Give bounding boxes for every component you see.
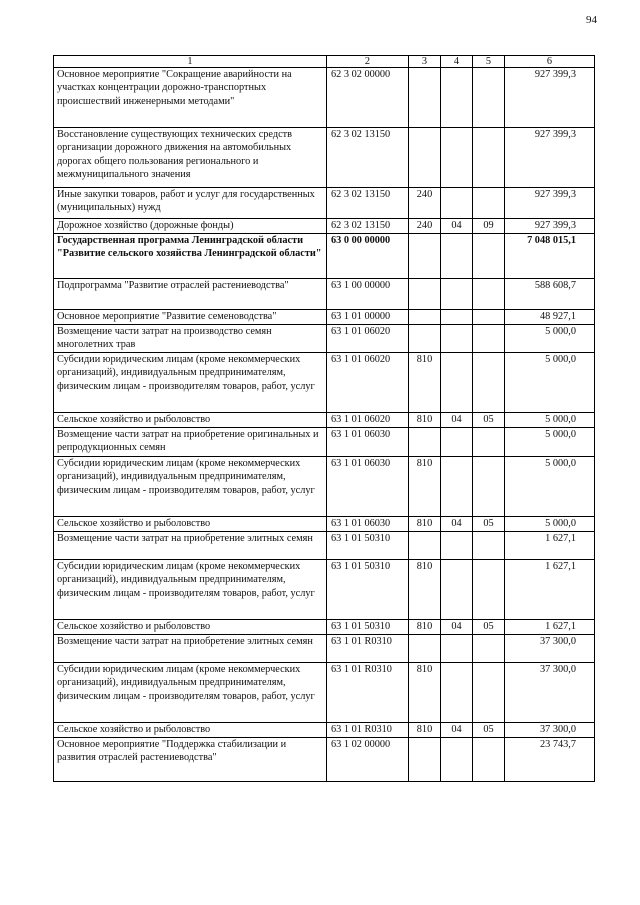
row-amount: 5 000,0: [505, 413, 595, 428]
row-expense-type: 810: [409, 413, 441, 428]
row-subsection: 05: [473, 413, 505, 428]
row-section: [441, 234, 473, 279]
row-section: [441, 738, 473, 782]
row-name: Сельское хозяйство и рыболовство: [54, 517, 327, 532]
row-name: Восстановление существующих технических средств организации дорожного движения на автомобильных дорогах общего пользования регионального и межмуниципального значения: [54, 128, 327, 188]
row-amount: 37 300,0: [505, 663, 595, 723]
row-expense-type: [409, 635, 441, 663]
row-section: [441, 128, 473, 188]
row-section: [441, 635, 473, 663]
table-row: [54, 219, 595, 234]
row-expense-type: 810: [409, 560, 441, 620]
header-col-6: 6: [505, 56, 595, 68]
row-expense-type: 810: [409, 457, 441, 517]
row-expense-type: [409, 279, 441, 310]
table-row: [54, 310, 595, 325]
row-expense-type: [409, 234, 441, 279]
row-subsection: [473, 457, 505, 517]
row-section: [441, 68, 473, 128]
row-name: Основное мероприятие "Поддержка стабилизации и развития отраслей растениеводства": [54, 738, 327, 782]
row-amount: 5 000,0: [505, 428, 595, 457]
row-amount: 927 399,3: [505, 219, 595, 234]
row-section: [441, 188, 473, 219]
row-amount: 37 300,0: [505, 723, 595, 738]
row-code: 63 1 01 06030: [327, 517, 409, 532]
row-section: [441, 560, 473, 620]
row-expense-type: [409, 310, 441, 325]
row-name: Возмещение части затрат на производство семян многолетних трав: [54, 325, 327, 353]
table-row: [54, 128, 595, 188]
row-amount: 5 000,0: [505, 517, 595, 532]
row-subsection: 09: [473, 219, 505, 234]
row-code: 62 3 02 00000: [327, 68, 409, 128]
table-row: [54, 620, 595, 635]
row-name: Иные закупки товаров, работ и услуг для государственных (муниципальных) нужд: [54, 188, 327, 219]
row-name: Возмещение части затрат на приобретение элитных семян: [54, 532, 327, 560]
row-section: [441, 457, 473, 517]
row-name: Сельское хозяйство и рыболовство: [54, 413, 327, 428]
row-section: 04: [441, 219, 473, 234]
row-expense-type: 810: [409, 620, 441, 635]
row-section: 04: [441, 620, 473, 635]
row-subsection: [473, 738, 505, 782]
row-name: Субсидии юридическим лицам (кроме некоммерческих организаций), индивидуальным предпринимателям, физическим лицам - производителям товаров, работ, услуг: [54, 560, 327, 620]
row-subsection: 05: [473, 517, 505, 532]
page-number: 94: [586, 14, 597, 26]
row-name: Дорожное хозяйство (дорожные фонды): [54, 219, 327, 234]
table-row: [54, 738, 595, 782]
row-subsection: [473, 560, 505, 620]
row-subsection: [473, 310, 505, 325]
row-amount: 927 399,3: [505, 188, 595, 219]
row-section: 04: [441, 413, 473, 428]
row-expense-type: [409, 428, 441, 457]
header-col-5: 5: [473, 56, 505, 68]
row-name: Сельское хозяйство и рыболовство: [54, 620, 327, 635]
row-section: [441, 310, 473, 325]
row-code: 63 1 01 06020: [327, 413, 409, 428]
row-section: 04: [441, 517, 473, 532]
row-subsection: [473, 635, 505, 663]
row-name: Субсидии юридическим лицам (кроме некоммерческих организаций), индивидуальным предпринимателям, физическим лицам - производителям товаров, работ, услуг: [54, 457, 327, 517]
row-subsection: [473, 532, 505, 560]
row-amount: 23 743,7: [505, 738, 595, 782]
header-row: [54, 56, 595, 68]
row-amount: 7 048 015,1: [505, 234, 595, 279]
row-expense-type: [409, 738, 441, 782]
row-expense-type: 240: [409, 188, 441, 219]
row-code: 63 1 01 R0310: [327, 663, 409, 723]
row-name: Возмещение части затрат на приобретение элитных семян: [54, 635, 327, 663]
row-subsection: [473, 188, 505, 219]
row-amount: 588 608,7: [505, 279, 595, 310]
row-expense-type: [409, 128, 441, 188]
row-code: 63 1 01 50310: [327, 532, 409, 560]
row-expense-type: 810: [409, 663, 441, 723]
row-code: 63 1 02 00000: [327, 738, 409, 782]
row-name: Возмещение части затрат на приобретение оригинальных и репродукционных семян: [54, 428, 327, 457]
row-amount: 1 627,1: [505, 560, 595, 620]
row-subsection: [473, 68, 505, 128]
row-name: Субсидии юридическим лицам (кроме некоммерческих организаций), индивидуальным предпринимателям, физическим лицам - производителям товаров, работ, услуг: [54, 663, 327, 723]
row-section: [441, 353, 473, 413]
row-code: 63 1 01 06030: [327, 457, 409, 517]
table-row: [54, 188, 595, 219]
row-amount: 1 627,1: [505, 620, 595, 635]
row-expense-type: 810: [409, 723, 441, 738]
table-row: [54, 663, 595, 723]
table-row: [54, 635, 595, 663]
row-name: Подпрограмма "Развитие отраслей растениеводства": [54, 279, 327, 310]
table-row: [54, 68, 595, 128]
table-body: [54, 68, 595, 782]
row-amount: 927 399,3: [505, 128, 595, 188]
row-subsection: [473, 234, 505, 279]
row-amount: 5 000,0: [505, 353, 595, 413]
row-expense-type: 810: [409, 517, 441, 532]
row-subsection: [473, 353, 505, 413]
row-code: 62 3 02 13150: [327, 188, 409, 219]
row-section: [441, 532, 473, 560]
table-row: [54, 413, 595, 428]
table-row: [54, 457, 595, 517]
row-code: 63 1 00 00000: [327, 279, 409, 310]
table-row: [54, 517, 595, 532]
row-subsection: [473, 428, 505, 457]
row-subsection: [473, 325, 505, 353]
row-expense-type: [409, 532, 441, 560]
row-code: 63 1 01 06020: [327, 325, 409, 353]
row-name: Субсидии юридическим лицам (кроме некоммерческих организаций), индивидуальным предпринимателям, физическим лицам - производителям товаров, работ, услуг: [54, 353, 327, 413]
row-section: [441, 325, 473, 353]
row-expense-type: [409, 68, 441, 128]
row-expense-type: [409, 325, 441, 353]
row-code: 63 1 01 06030: [327, 428, 409, 457]
table-row: [54, 723, 595, 738]
row-code: 63 1 01 R0310: [327, 635, 409, 663]
row-section: 04: [441, 723, 473, 738]
row-code: 63 0 00 00000: [327, 234, 409, 279]
row-name: Сельское хозяйство и рыболовство: [54, 723, 327, 738]
row-expense-type: 810: [409, 353, 441, 413]
row-subsection: [473, 663, 505, 723]
row-amount: 5 000,0: [505, 325, 595, 353]
row-code: 62 3 02 13150: [327, 219, 409, 234]
header-col-2: 2: [327, 56, 409, 68]
header-col-4: 4: [441, 56, 473, 68]
row-subsection: [473, 279, 505, 310]
row-name: Государственная программа Ленинградской области "Развитие сельского хозяйства Ленинградской области": [54, 234, 327, 279]
row-amount: 927 399,3: [505, 68, 595, 128]
row-code: 63 1 01 50310: [327, 620, 409, 635]
table-row: [54, 325, 595, 353]
row-code: 63 1 01 50310: [327, 560, 409, 620]
table-row: [54, 428, 595, 457]
row-name: Основное мероприятие "Развитие семеноводства": [54, 310, 327, 325]
table-row: [54, 279, 595, 310]
row-amount: 48 927,1: [505, 310, 595, 325]
row-amount: 37 300,0: [505, 635, 595, 663]
table-row: [54, 234, 595, 279]
row-expense-type: 240: [409, 219, 441, 234]
row-amount: 1 627,1: [505, 532, 595, 560]
row-section: [441, 428, 473, 457]
row-code: 63 1 01 R0310: [327, 723, 409, 738]
row-section: [441, 663, 473, 723]
row-subsection: 05: [473, 620, 505, 635]
budget-table: [53, 55, 595, 782]
row-amount: 5 000,0: [505, 457, 595, 517]
row-code: 63 1 01 06020: [327, 353, 409, 413]
row-code: 63 1 01 00000: [327, 310, 409, 325]
table-row: [54, 532, 595, 560]
row-subsection: 05: [473, 723, 505, 738]
row-section: [441, 279, 473, 310]
row-code: 62 3 02 13150: [327, 128, 409, 188]
header-col-1: 1: [54, 56, 327, 68]
row-name: Основное мероприятие "Сокращение аварийности на участках концентрации дорожно-транспортных происшествий инженерными методами": [54, 68, 327, 128]
table-row: [54, 560, 595, 620]
row-subsection: [473, 128, 505, 188]
table-row: [54, 353, 595, 413]
header-col-3: 3: [409, 56, 441, 68]
